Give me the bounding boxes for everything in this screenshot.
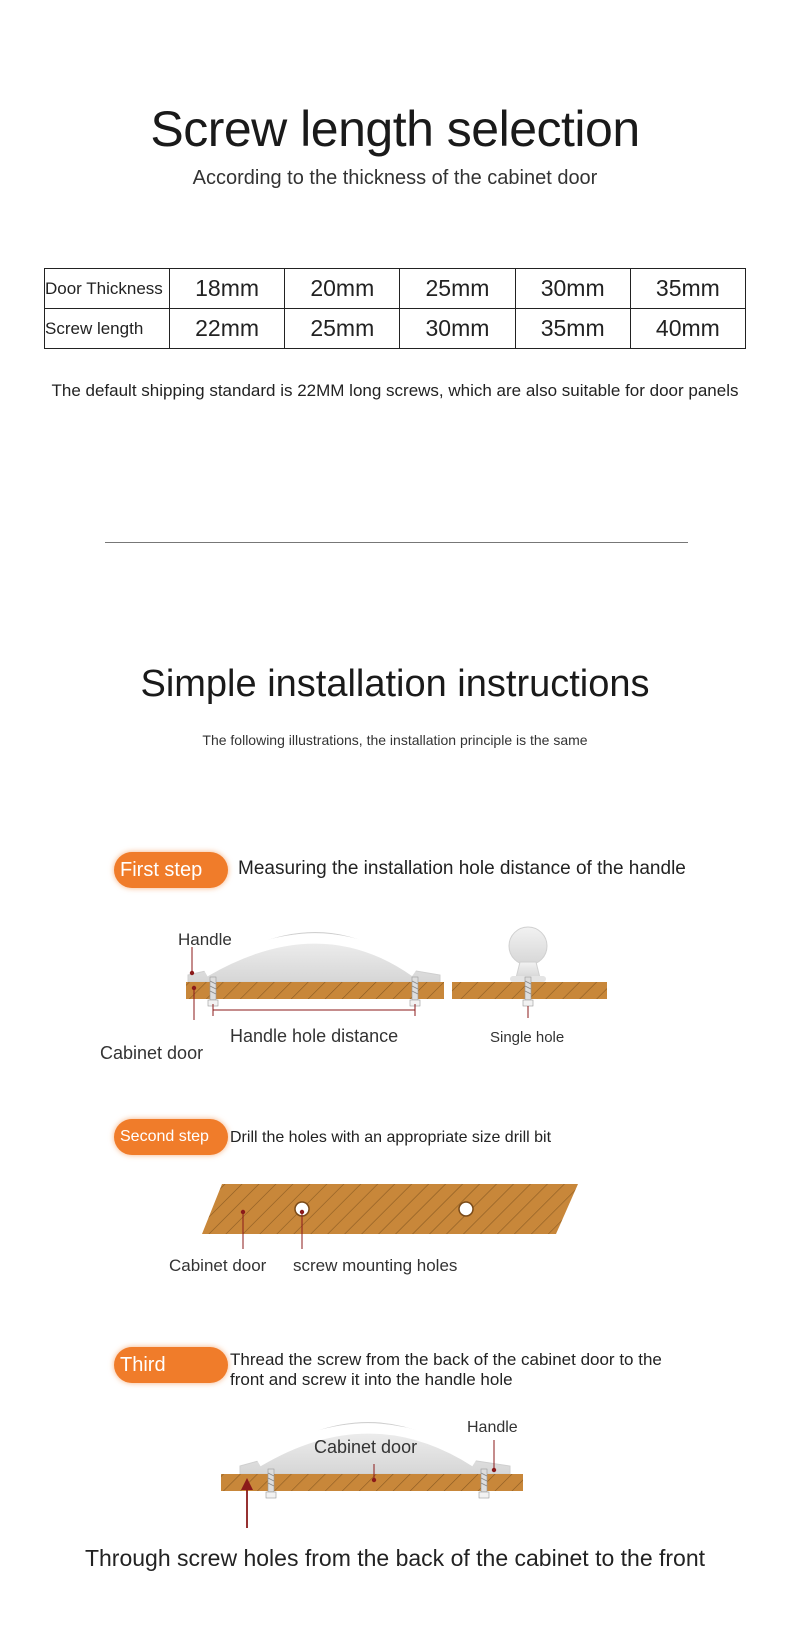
cabinet-board-icon — [186, 982, 444, 999]
label-cabinet-door: Cabinet door — [314, 1437, 418, 1457]
table-cell: 40mm — [630, 309, 745, 349]
footer-caption: Through screw holes from the back of the cabinet to the front — [84, 1545, 706, 1571]
row-label-screw-length: Screw length — [45, 309, 170, 349]
table-cell: 25mm — [400, 269, 515, 309]
section-title-installation: Simple installation instructions — [140, 663, 650, 705]
table-cell: 30mm — [400, 309, 515, 349]
label-hole-distance: Handle hole distance — [230, 1026, 399, 1046]
drilled-board-icon — [202, 1184, 578, 1234]
table-cell: 22mm — [170, 309, 285, 349]
table-cell: 20mm — [285, 269, 400, 309]
table-cell: 25mm — [285, 309, 400, 349]
step-badge-second: Second step — [114, 1119, 228, 1155]
row-label-door-thickness: Door Thickness — [45, 269, 170, 309]
section-subtitle-screw-length: According to the thickness of the cabinet door — [192, 167, 598, 189]
table-cell: 35mm — [630, 269, 745, 309]
label-cabinet-door: Cabinet door — [100, 1043, 204, 1063]
label-screw-holes: screw mounting holes — [293, 1256, 458, 1275]
step-text-second: Drill the holes with an appropriate size drill bit — [230, 1129, 552, 1146]
knob-icon — [509, 927, 547, 982]
step-text-third-line1: Thread the screw from the back of the cabinet door to the — [230, 1350, 662, 1369]
table-cell: 30mm — [515, 269, 630, 309]
shipping-note: The default shipping standard is 22MM long screws, which are also suitable for door panels — [51, 381, 739, 400]
label-cabinet-door: Cabinet door — [169, 1256, 267, 1275]
cabinet-board-icon — [221, 1474, 523, 1491]
table-cell: 35mm — [515, 309, 630, 349]
label-handle: Handle — [178, 930, 232, 949]
step-badge-first: First step — [114, 852, 228, 888]
label-single-hole: Single hole — [490, 1029, 565, 1046]
label-handle: Handle — [467, 1419, 518, 1436]
table-cell: 18mm — [170, 269, 285, 309]
section-subtitle-installation: The following illustrations, the installation principle is the same — [202, 732, 588, 748]
step-badge-third: Third — [114, 1347, 228, 1383]
step-text-third-line2: front and screw it into the handle hole — [230, 1370, 513, 1389]
step-text-first: Measuring the installation hole distance of the handle — [238, 858, 686, 879]
section-title-screw-length: Screw length selection — [150, 101, 640, 157]
